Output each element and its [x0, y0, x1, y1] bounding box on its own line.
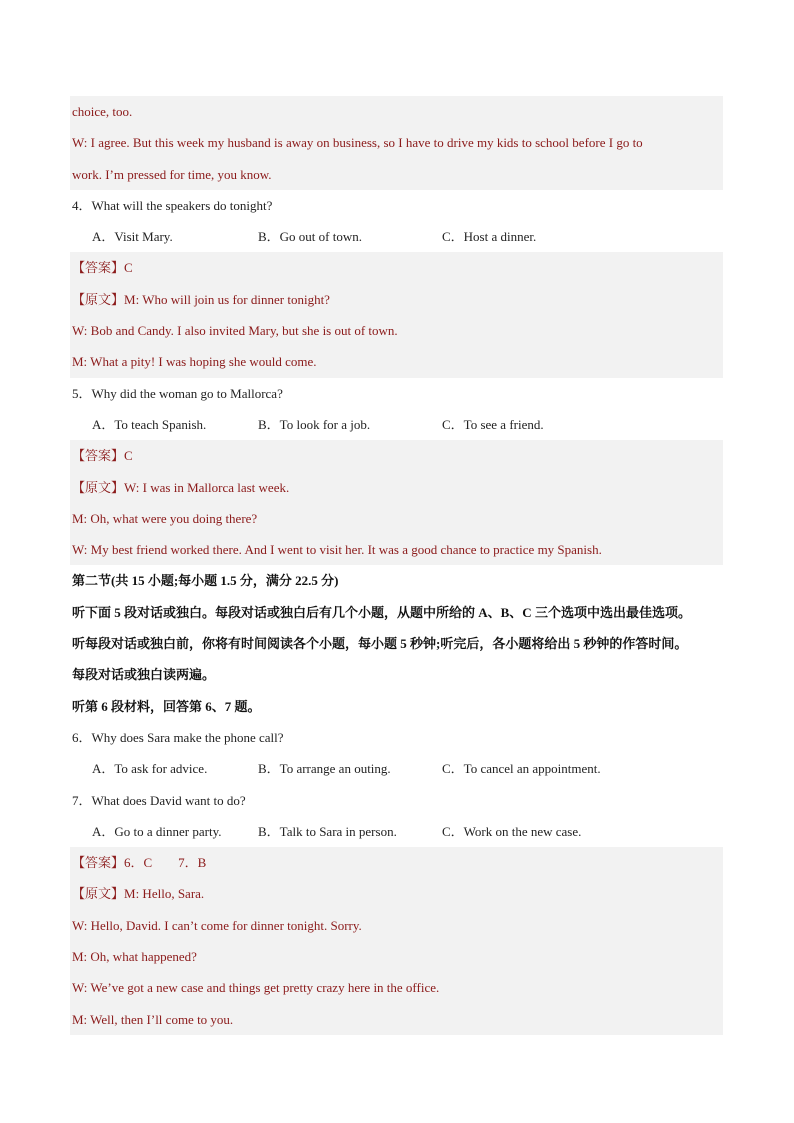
answer-line [70, 847, 723, 878]
transcript-line: M: Hello, Sara. [124, 886, 205, 902]
material-heading: 听第 6 段材料，回答第 6、7 题。 [72, 698, 261, 714]
question-7-options [70, 816, 723, 847]
section-instruction: 每段对话或独白读两遍。 [72, 667, 216, 683]
question-5-options [70, 409, 723, 440]
question-7: 7．What does David want to do? [72, 792, 246, 808]
transcript-line: M: Oh, what happened? [70, 941, 723, 972]
transcript-line: choice, too. [70, 96, 723, 127]
transcript-line: work. I’m pressed for time, you know. [70, 159, 723, 190]
transcript-line: W: Bob and Candy. I also invited Mary, but she is out of town. [70, 315, 723, 346]
option-a: A．Go to a dinner party. [92, 823, 222, 839]
section-heading: 第二节(共 15 小题;每小题 1.5 分，满分 22.5 分) [72, 573, 339, 589]
source-tag: 【原文】 [72, 291, 125, 307]
transcript-line: M: Oh, what were you doing there? [70, 503, 723, 534]
transcript-line: W: I was in Mallorca last week. [124, 479, 290, 495]
answer-value: C [124, 260, 133, 276]
option-b: B．Go out of town. [258, 229, 363, 245]
transcript-line: M: Well, then I’ll come to you. [70, 1004, 723, 1035]
option-c: C．To cancel an appointment. [442, 761, 601, 777]
answer-value: 6．C 7．B [124, 855, 207, 871]
answer-line [70, 440, 723, 471]
answer-line [70, 252, 723, 283]
section-instruction: 听下面 5 段对话或独白。每段对话或独白后有几个小题，从题中所给的 A、B、C 三个选项中选出最佳选项。 [72, 604, 691, 620]
source-line [70, 472, 723, 503]
question-4-options [70, 221, 723, 252]
transcript-line: W: My best friend worked there. And I went to visit her. It was a good chance to practice my Spanish. [70, 534, 723, 565]
section-instruction: 听每段对话或独白前，你将有时间阅读各个小题，每小题 5 秒钟;听完后，各小题将给出 5 秒钟的作答时间。 [72, 636, 688, 652]
transcript-line: W: We’ve got a new case and things get pretty crazy here in the office. [70, 972, 723, 1003]
answer-tag: 【答案】 [72, 448, 125, 464]
source-line [70, 878, 723, 909]
option-a: A．Visit Mary. [92, 229, 173, 245]
option-a: A．To teach Spanish. [92, 416, 207, 432]
option-b: B．Talk to Sara in person. [258, 823, 397, 839]
option-a: A．To ask for advice. [92, 761, 208, 777]
question-6-options [70, 753, 723, 784]
option-c: C．To see a friend. [442, 416, 544, 432]
option-b: B．To arrange an outing. [258, 761, 391, 777]
transcript-line: W: I agree. But this week my husband is away on business, so I have to drive my kids to school before I go to [70, 127, 723, 158]
option-c: C．Host a dinner. [442, 229, 537, 245]
option-c: C．Work on the new case. [442, 823, 582, 839]
transcript-line: M: What a pity! I was hoping she would come. [70, 346, 723, 377]
answer-tag: 【答案】 [72, 855, 125, 871]
source-line [70, 284, 723, 315]
answer-tag: 【答案】 [72, 260, 125, 276]
question-5: 5．Why did the woman go to Mallorca? [72, 385, 283, 401]
source-tag: 【原文】 [72, 479, 125, 495]
option-b: B．To look for a job. [258, 416, 371, 432]
question-6: 6．Why does Sara make the phone call? [72, 729, 284, 745]
exam-page [70, 96, 723, 1035]
transcript-line: M: Who will join us for dinner tonight? [124, 291, 330, 307]
answer-value: C [124, 448, 133, 464]
question-4: 4．What will the speakers do tonight? [72, 197, 273, 213]
source-tag: 【原文】 [72, 886, 125, 902]
transcript-line: W: Hello, David. I can’t come for dinner tonight. Sorry. [70, 910, 723, 941]
